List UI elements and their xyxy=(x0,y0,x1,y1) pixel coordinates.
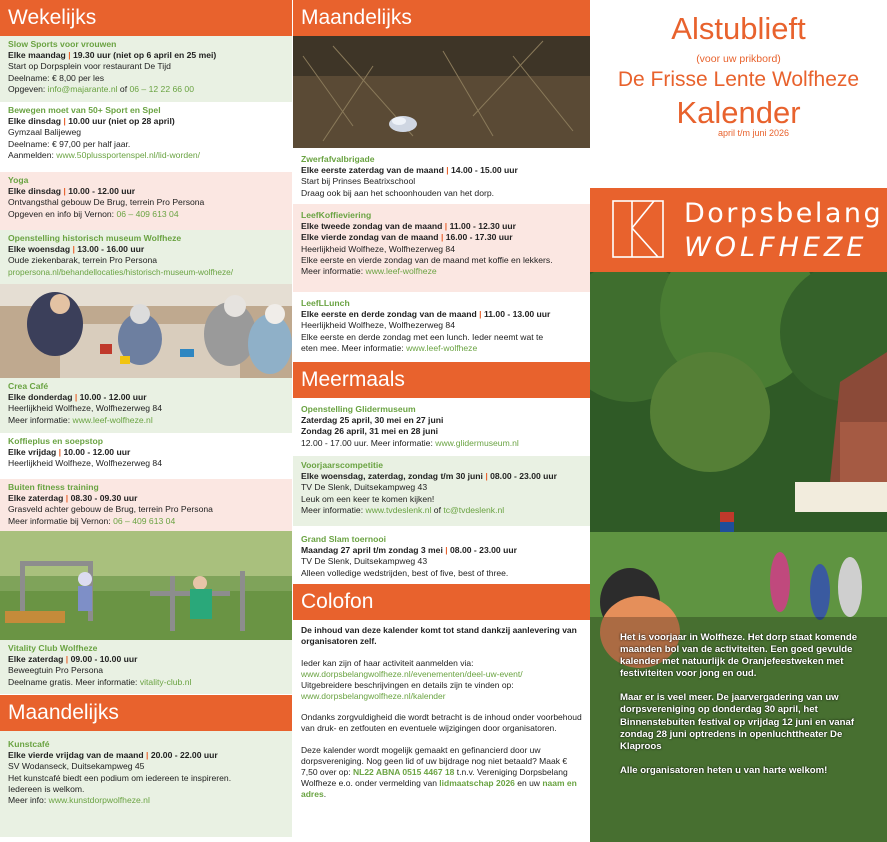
event-title: Openstelling historisch museum Wolfheze xyxy=(8,233,182,243)
event-zwerfafvalbrigade: Zwerfafvalbrigade Elke eerste zaterdag van de maand | 14.00 - 15.00 uur Start bij Prinses Beatrixschool Draag ook bij aan het schoonhouden van het dorp. xyxy=(293,148,590,204)
email-link[interactable]: info@majarante.nl xyxy=(47,83,118,94)
event-info-label: 12.00 - 17.00 uur. Meer informatie: xyxy=(301,437,436,448)
event-description: Iedereen is welkom. xyxy=(8,783,85,794)
website-link[interactable]: www.leef-wolfheze xyxy=(406,342,478,353)
event-location: Ontvangsthal gebouw De Brug, terrein Pro Persona xyxy=(8,197,205,208)
event-info-label: Aanmelden: xyxy=(8,149,57,160)
event-day: Elke eerste zaterdag van de maand xyxy=(301,165,444,176)
column-monthly xyxy=(293,0,590,842)
event-crea-cafe: Crea Café Elke donderdag | 10.00 - 12.00 uur Heerlijkheid Wolfheze, Wolfhezerweg 84 Meer informatie: www.leef-wolfheze.nl xyxy=(0,378,292,433)
event-fee: Deelname: € 97,00 per half jaar. xyxy=(8,138,131,149)
event-description: Alleen volledige wedstrijden, best of five, best of three. xyxy=(301,567,509,578)
event-info-label: Deelname gratis. Meer informatie: xyxy=(8,676,140,687)
colofon-disclaimer: Ondanks zorgvuldigheid die wordt betracht is de inhoud onder voorbehoud van druk- en zetfouten en eventuele wijzigingen door organisatoren. xyxy=(301,712,582,734)
event-dates: Zondag 26 april, 31 mei en 28 juni xyxy=(301,426,439,437)
membership-name-address: naam en adres xyxy=(301,777,577,799)
website-link[interactable]: www.tvdeslenk.nl xyxy=(365,504,432,515)
event-time: 08.30 - 09.30 uur xyxy=(70,493,138,504)
column-weekly xyxy=(0,0,292,842)
logo-text-dorpsbelang: Dorpsbelang xyxy=(684,198,884,229)
cover-paragraph: Maar er is veel meer. De jaarvergadering van uw dorpsvereniging op donderdag 30 april, het Binnenstebuiten festival op vrijdag 12 juni en vanaf zondag 28 juni optredens in openluchttheater De Klaproos xyxy=(620,692,855,752)
event-day: Elke dinsdag xyxy=(8,116,62,127)
membership-text: Deze kalender wordt mogelijk gemaakt en gefinancierd door uw dorpsvereniging. Nog geen lid of uw bijdrage nog niet betaald? Maak € 7,50 over op: xyxy=(301,745,568,778)
event-title: Vitality Club Wolfheze xyxy=(8,643,98,653)
event-location: TV De Slenk, Duitsekampweg 43 xyxy=(301,556,428,567)
event-time: 10.00 - 12.00 uur xyxy=(79,392,147,403)
event-info-label: Meer informatie bij Vernon: xyxy=(8,515,114,526)
event-info-sep: of xyxy=(431,504,444,515)
event-title: LeefKoffieviering xyxy=(301,210,372,220)
event-location: Oude ziekenbarak, terrein Pro Persona xyxy=(8,255,158,266)
event-koffieplus: Koffieplus en soepstop Elke vrijdag | 10.00 - 12.00 uur Heerlijkheid Wolfheze, Wolfhezerweg 84 xyxy=(0,433,292,479)
event-day: Elke zaterdag xyxy=(8,493,64,504)
event-time: 11.00 - 12.30 uur xyxy=(449,221,516,232)
event-location: Start op Dorpsplein voor restaurant De Tijd xyxy=(8,61,171,72)
event-description: Leuk om een keer te komen kijken! xyxy=(301,493,435,504)
event-historisch-museum: Openstelling historisch museum Wolfheze Elke woensdag | 13.00 - 16.00 uur Oude ziekenbarak, terrein Pro Persona propersona.nl/behandellocaties/historisch-museum-wolfheze/ xyxy=(0,230,292,284)
photo-crea-cafe xyxy=(0,284,292,378)
event-description: Elke eerste en vierde zondag van de maand met koffie en lekkers. xyxy=(301,254,553,265)
cover-welcome: Alle organisatoren heten u van harte welkom! xyxy=(620,764,828,776)
photo-litter xyxy=(293,36,590,148)
litter-photo xyxy=(293,36,590,148)
membership-text: en uw xyxy=(514,777,543,788)
event-voorjaarscompetitie: Voorjaarscompetitie Elke woensdag, zaterdag, zondag t/m 30 juni | 08.00 - 23.00 uur TV De Slenk, Duitsekampweg 43 Leuk om een keer te komen kijken! Meer informatie: www.tvdeslenk.nl of tc@tvdeslenk.nl xyxy=(293,456,590,526)
event-leefkoffieviering: LeefKoffieviering Elke tweede zondag van de maand | 11.00 - 12.30 uur Elke vierde zondag van de maand | 16.00 - 17.30 uur Heerlijkheid Wolfheze, Wolfhezerweg 84 Elke eerste en vierde zondag van de maand met koffie en lekkers. Meer informatie: www.leef-wolfheze xyxy=(293,204,590,292)
event-day: Elke maandag xyxy=(8,50,66,61)
event-time: 08.00 - 23.00 uur xyxy=(450,545,517,556)
event-fee: Deelname: € 8,00 per les xyxy=(8,72,105,83)
colofon-submit-label: Ieder kan zijn of haar activiteit aanmelden via: xyxy=(301,657,474,668)
website-link[interactable]: www.50plussportenspel.nl/lid-worden/ xyxy=(56,149,201,160)
section-header-colofon: Colofon xyxy=(293,584,590,620)
phone-link[interactable]: 06 – 409 613 04 xyxy=(116,208,179,219)
cover-event-name: De Frisse Lente Wolfheze xyxy=(617,68,860,91)
event-vitality-club: Vitality Club Wolfheze Elke zaterdag | 09.00 - 10.00 uur Beweegtuin Pro Persona Deelname gratis. Meer informatie: vitality-club.nl xyxy=(0,640,292,694)
section-header-maandelijks: Maandelijks xyxy=(0,695,292,731)
event-time: 08.00 - 23.00 uur xyxy=(490,471,558,482)
event-location: Heerlijkheid Wolfheze, Wolfhezerweg 84 xyxy=(8,403,162,414)
email-link[interactable]: tc@tvdeslenk.nl xyxy=(443,504,505,515)
event-day: Elke woensdag xyxy=(8,244,71,255)
event-description: Draag ook bij aan het schoonhouden van het dorp. xyxy=(301,187,495,198)
event-title: Openstelling Glidermuseum xyxy=(301,404,416,414)
membership-reference: lidmaatschap 2026 xyxy=(439,777,515,788)
event-title: Slow Sports voor vrouwen xyxy=(8,39,117,49)
event-day: Elke donderdag xyxy=(8,392,73,403)
section-header-meermaals: Meermaals xyxy=(293,362,590,398)
event-location: Gymzaal Balijeweg xyxy=(8,127,82,138)
event-title: LeefLLunch xyxy=(301,298,350,308)
event-time: 13.00 - 16.00 uur xyxy=(77,244,145,255)
event-location: Heerlijkheid Wolfheze, Wolfhezerweg 84 xyxy=(301,320,455,331)
event-yoga: Yoga Elke dinsdag | 10.00 - 12.00 uur Ontvangsthal gebouw De Brug, terrein Pro Persona Opgeven en info bij Vernon: 06 – 409 613 04 xyxy=(0,172,292,230)
event-title: Koffieplus en soepstop xyxy=(8,436,104,446)
outdoor-fitness-photo xyxy=(0,531,292,640)
event-title: Yoga xyxy=(8,175,29,185)
crafts-table-photo xyxy=(0,284,292,378)
event-slow-sports: Slow Sports voor vrouwen Elke maandag | 19.30 uur (niet op 6 april en 25 mei) Start op Dorpsplein voor restaurant De Tijd Deelname: € 8,00 per les Opgeven: info@majarante.nl of 06 – 12 22 66 00 xyxy=(0,36,292,102)
event-time: 16.00 - 17.30 uur xyxy=(445,232,513,243)
event-title: Voorjaarscompetitie xyxy=(301,460,383,470)
cover-subtitle: (voor uw prikbord) xyxy=(696,53,781,65)
event-title: Grand Slam toernooi xyxy=(301,534,386,544)
event-title: Zwerfafvalbrigade xyxy=(301,154,375,164)
event-title: Kunstcafé xyxy=(8,739,50,749)
cover-title: Alstublieft xyxy=(671,11,806,46)
event-location: Heerlijkheid Wolfheze, Wolfhezerweg 84 xyxy=(301,243,455,254)
cover-paragraph: Het is voorjaar in Wolfheze. Het dorp staat komende maanden bol van de activiteiten. Een goed gevulde kalender met natuurlijk de Oranjefeestweken met festiviteiten voor jong en oud. xyxy=(620,632,858,680)
event-dates: Zaterdag 25 april, 30 mei en 27 juni xyxy=(301,415,444,426)
event-day: Elke vrijdag xyxy=(8,447,57,458)
event-description: Elke eerste en derde zondag met een lunch. Ieder neemt wat te xyxy=(301,331,544,342)
website-link[interactable]: vitality-club.nl xyxy=(139,676,192,687)
colofon-intro: De inhoud van deze kalender komt tot stand dankzij aanlevering van organisatoren zelf. xyxy=(301,625,577,646)
event-leeflunch: LeefLLunch Elke eerste en derde zondag van de maand | 11.00 - 13.00 uur Heerlijkheid Wolfheze, Wolfhezerweg 84 Elke eerste en derde zondag met een lunch. Ieder neemt wat te eten mee. Meer informatie: www.leef-wolfheze xyxy=(293,292,590,362)
event-time: 20.00 - 22.00 uur xyxy=(150,750,218,761)
membership-text: t.n.v. Vereniging Dorpsbelang Wolfheze e.o. onder vermelding van xyxy=(301,767,568,788)
dorpsbelang-logo-icon xyxy=(612,200,664,258)
event-day: Elke zaterdag xyxy=(8,654,64,665)
event-info-label: Meer info: xyxy=(8,795,49,806)
event-info-label: Opgeven en info bij Vernon: xyxy=(8,208,117,219)
event-location: SV Wodanseck, Duitsekampweg 45 xyxy=(8,761,145,772)
event-description: Het kunstcafé biedt een podium om iedereen te inspireren. xyxy=(8,772,232,783)
phone-link[interactable]: 06 – 12 22 66 00 xyxy=(129,83,194,94)
colofon-membership xyxy=(301,745,582,800)
event-time: 10.00 - 12.00 uur xyxy=(63,447,131,458)
event-time: 09.00 - 10.00 uur xyxy=(70,654,138,665)
website-link[interactable]: www.kunstdorpwolfheze.nl xyxy=(48,795,150,806)
event-title: Bewegen moet van 50+ Sport en Spel xyxy=(8,105,161,115)
phone-link[interactable]: 06 – 409 613 04 xyxy=(113,515,176,526)
event-50plus-sport: Bewegen moet van 50+ Sport en Spel Elke dinsdag | 10.00 uur (niet op 28 april) Gymzaal Balijeweg Deelname: € 97,00 per half jaar. Aanmelden: www.50plussportenspel.nl/lid-worden/ xyxy=(0,102,292,172)
event-info-label: Opgeven: xyxy=(8,83,48,94)
kalender-link[interactable]: www.dorpsbelangwolfheze.nl/kalender xyxy=(301,690,446,701)
membership-text: . xyxy=(323,788,327,799)
event-info-label: eten mee. Meer informatie: xyxy=(301,342,407,353)
event-time: 14.00 - 15.00 uur xyxy=(451,165,518,176)
section-header-wekelijks: Wekelijks xyxy=(0,0,292,36)
event-title: Crea Café xyxy=(8,381,49,391)
website-link[interactable]: www.glidermuseum.nl xyxy=(435,437,519,448)
submit-event-link[interactable]: www.dorpsbelangwolfheze.nl/evenementen/deel-uw-event/ xyxy=(301,668,523,679)
event-day: Elke vierde vrijdag van de maand xyxy=(8,750,144,761)
website-link[interactable]: www.leef-wolfheze xyxy=(365,266,437,277)
website-link[interactable]: propersona.nl/behandellocaties/historisch-museum-wolfheze/ xyxy=(8,266,234,277)
event-time: 19.30 uur (niet op 6 april en 25 mei) xyxy=(72,50,217,61)
event-kunstcafe: Kunstcafé Elke vierde vrijdag van de maand | 20.00 - 22.00 uur SV Wodanseck, Duitsekampweg 45 Het kunstcafé biedt een podium om iedereen te inspireren. Iedereen is welkom. Meer info: www.kunstdorpwolfheze.nl xyxy=(0,731,292,837)
event-grand-slam: Grand Slam toernooi Maandag 27 april t/m zondag 3 mei | 08.00 - 23.00 uur TV De Slenk, Duitsekampweg 43 Alleen volledige wedstrijden, best of five, best of three. xyxy=(293,526,590,584)
event-location: TV De Slenk, Duitsekampweg 43 xyxy=(301,482,428,493)
event-day: Elke eerste en derde zondag van de maand xyxy=(301,309,477,320)
cover-intro-text xyxy=(620,632,878,777)
iban-number: NL22 ABNA 0515 4467 18 xyxy=(352,767,455,778)
event-day: Elke dinsdag xyxy=(8,186,62,197)
event-info-label: Meer informatie: xyxy=(301,504,366,515)
colofon-text xyxy=(293,620,590,804)
section-header-maandelijks: Maandelijks xyxy=(293,0,590,36)
event-info-sep: of xyxy=(117,83,130,94)
event-location: Grasveld achter gebouw de Brug, terrein Pro Persona xyxy=(8,504,213,515)
logo-banner xyxy=(590,188,887,272)
event-day: Maandag 27 april t/m zondag 3 mei xyxy=(301,545,443,556)
column-cover xyxy=(590,0,887,842)
event-time: 10.00 - 12.00 uur xyxy=(68,186,136,197)
logo-text-wolfheze: WOLFHEZE xyxy=(684,232,868,263)
event-buiten-fitness: Buiten fitness training Elke zaterdag | 08.30 - 09.30 uur Grasveld achter gebouw de Brug, terrein Pro Persona Meer informatie bij Vernon: 06 – 409 613 04 xyxy=(0,479,292,531)
colofon-details-label: Uitgebreidere beschrijvingen en details zijn te vinden op: xyxy=(301,679,514,690)
website-link[interactable]: www.leef-wolfheze.nl xyxy=(72,414,153,425)
event-day: Elke woensdag, zaterdag, zondag t/m 30 juni xyxy=(301,471,483,482)
event-title: Buiten fitness training xyxy=(8,482,99,492)
cover-title-block xyxy=(590,0,887,138)
event-location: Start bij Prinses Beatrixschool xyxy=(301,176,416,187)
event-info-label: Meer informatie: xyxy=(8,414,73,425)
event-location: Beweegtuin Pro Persona xyxy=(8,665,104,676)
event-time: 11.00 - 13.00 uur xyxy=(483,309,551,320)
cover-kalender: Kalender xyxy=(676,95,801,130)
event-day: Elke vierde zondag van de maand xyxy=(301,232,439,243)
photo-fitness-park xyxy=(0,531,292,640)
event-info-label: Meer informatie: xyxy=(301,266,366,277)
event-glidermuseum xyxy=(293,398,590,456)
cover-period: april t/m juni 2026 xyxy=(717,128,790,138)
event-time: 10.00 uur (niet op 28 april) xyxy=(68,116,175,127)
event-day: Elke tweede zondag van de maand xyxy=(301,221,443,232)
event-location: Heerlijkheid Wolfheze, Wolfhezerweg 84 xyxy=(8,458,162,469)
